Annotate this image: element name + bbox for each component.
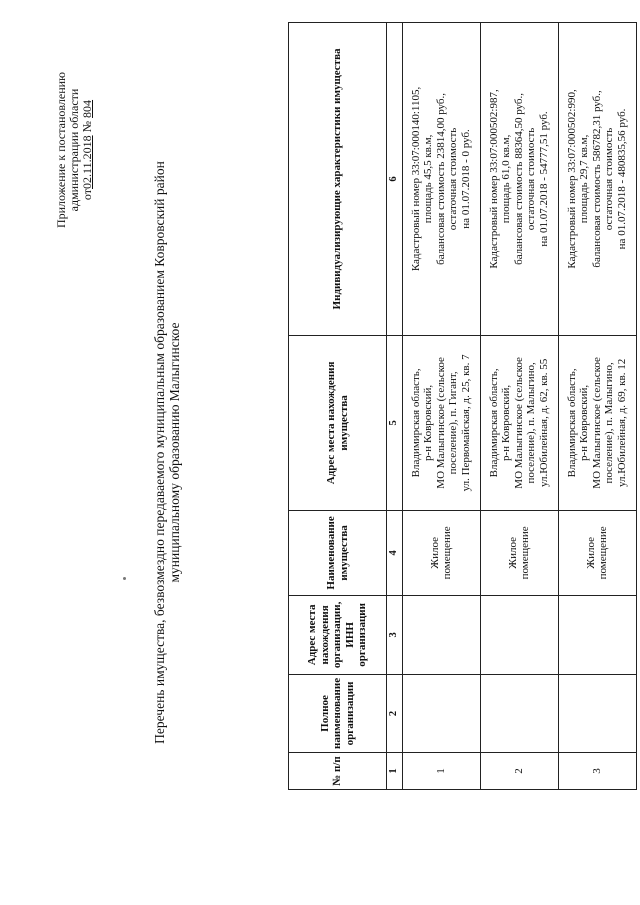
table-row — [558, 23, 636, 790]
details-line: остаточная стоимость — [603, 127, 616, 231]
header-name: Наименование имущества — [289, 510, 387, 595]
address-line: р-н Ковровский, — [422, 384, 435, 461]
row-org-address — [480, 595, 558, 674]
address-line: поселение), п. Малыгино, — [525, 362, 538, 484]
title-line-1: Перечень имущества, безвозмездно передаваемого муниципальным образованием Ковровский район — [152, 161, 167, 744]
appendix-date-line — [81, 30, 94, 270]
address-line: МО Малыгинское (сельское — [512, 357, 525, 489]
details-line: остаточная стоимость — [525, 127, 538, 231]
column-number: 5 — [387, 335, 403, 510]
address-line: ул.Юбилейная, д. 69, кв. 12 — [615, 358, 628, 488]
title-line-2: муниципальному образованию Малыгинское — [167, 322, 182, 583]
row-property-address — [558, 335, 636, 510]
address-line: поселение), п. Гигант, — [447, 371, 460, 475]
details-line: балансовая стоимость 88364,50 руб., — [512, 93, 525, 265]
header-org-address: Адрес места нахождения организации, ИНН организации — [289, 595, 387, 674]
details-line: балансовая стоимость 586782,31 руб., — [590, 90, 603, 268]
address-line: поселение), п. Малыгино, — [603, 362, 616, 484]
details-line: Кадастровый номер 33:07:000140:1105, — [409, 86, 422, 272]
row-num: 3 — [558, 753, 636, 790]
row-org — [480, 674, 558, 752]
row-property-name: Жилое помещение — [402, 510, 480, 595]
details-line: Кадастровый номер 33:07:000502:990, — [565, 89, 578, 269]
row-property-details — [558, 23, 636, 336]
address-line: Владимирская область, — [487, 368, 500, 478]
column-number-row — [387, 23, 403, 790]
row-org — [402, 674, 480, 752]
header-address: Адрес места нахождения имущества — [289, 335, 387, 510]
row-property-address — [480, 335, 558, 510]
header-details: Индивидуализирующие характеристики имущества — [289, 23, 387, 336]
date-prefix: от — [80, 188, 94, 201]
header-row — [289, 23, 387, 790]
details-line: на 01.07.2018 - 54777,51 руб. — [537, 111, 550, 247]
address-line: ул. Первомайская, д. 25, кв. 7 — [459, 354, 472, 492]
table-row — [402, 23, 480, 790]
property-table — [288, 22, 637, 790]
row-property-name: Жилое помещение — [558, 510, 636, 595]
column-number: 2 — [387, 674, 403, 752]
details-line: на 01.07.2018 - 480835,56 руб. — [615, 108, 628, 250]
row-property-details — [480, 23, 558, 336]
appendix-line-1: Приложение к постановлению — [54, 71, 68, 229]
row-property-name: Жилое помещение — [480, 510, 558, 595]
address-line: МО Малыгинское (сельское — [434, 357, 447, 489]
appendix-header — [55, 30, 94, 270]
address-line: Владимирская область, — [409, 368, 422, 478]
appendix-number: 804 — [80, 99, 94, 118]
number-prefix: № — [80, 120, 94, 133]
row-property-address — [402, 335, 480, 510]
header-org: Полное наименование организации — [289, 674, 387, 752]
details-line: площадь 45,5 кв.м, — [422, 134, 435, 224]
details-line: площадь 61,0 кв.м, — [500, 134, 513, 224]
address-line: р-н Ковровский, — [500, 384, 513, 461]
row-num: 1 — [402, 753, 480, 790]
details-line: на 01.07.2018 - 0 руб. — [459, 129, 472, 229]
address-line: ул.Юбилейная, д. 62, кв. 55 — [537, 358, 550, 488]
row-property-details — [402, 23, 480, 336]
details-line: Кадастровый номер 33:07:000502:987, — [487, 89, 500, 269]
row-org-address — [402, 595, 480, 674]
document-title — [152, 0, 182, 905]
row-org-address — [558, 595, 636, 674]
appendix-line-2: администрации области — [67, 88, 81, 212]
column-number: 6 — [387, 23, 403, 336]
column-number: 3 — [387, 595, 403, 674]
header-num: № п/п — [289, 753, 387, 790]
address-line: р-н Ковровский, — [578, 384, 591, 461]
scan-speck — [123, 577, 126, 580]
row-org — [558, 674, 636, 752]
column-number: 1 — [387, 753, 403, 790]
appendix-date: 02.11.2018 — [80, 135, 94, 189]
column-number: 4 — [387, 510, 403, 595]
details-line: площадь 29,7 кв.м, — [578, 134, 591, 224]
details-line: остаточная стоимость — [447, 127, 460, 231]
details-line: балансовая стоимость 23814,00 руб., — [434, 93, 447, 265]
address-line: Владимирская область, — [565, 368, 578, 478]
row-num: 2 — [480, 753, 558, 790]
address-line: МО Малыгинское (сельское — [590, 357, 603, 489]
table-row — [480, 23, 558, 790]
